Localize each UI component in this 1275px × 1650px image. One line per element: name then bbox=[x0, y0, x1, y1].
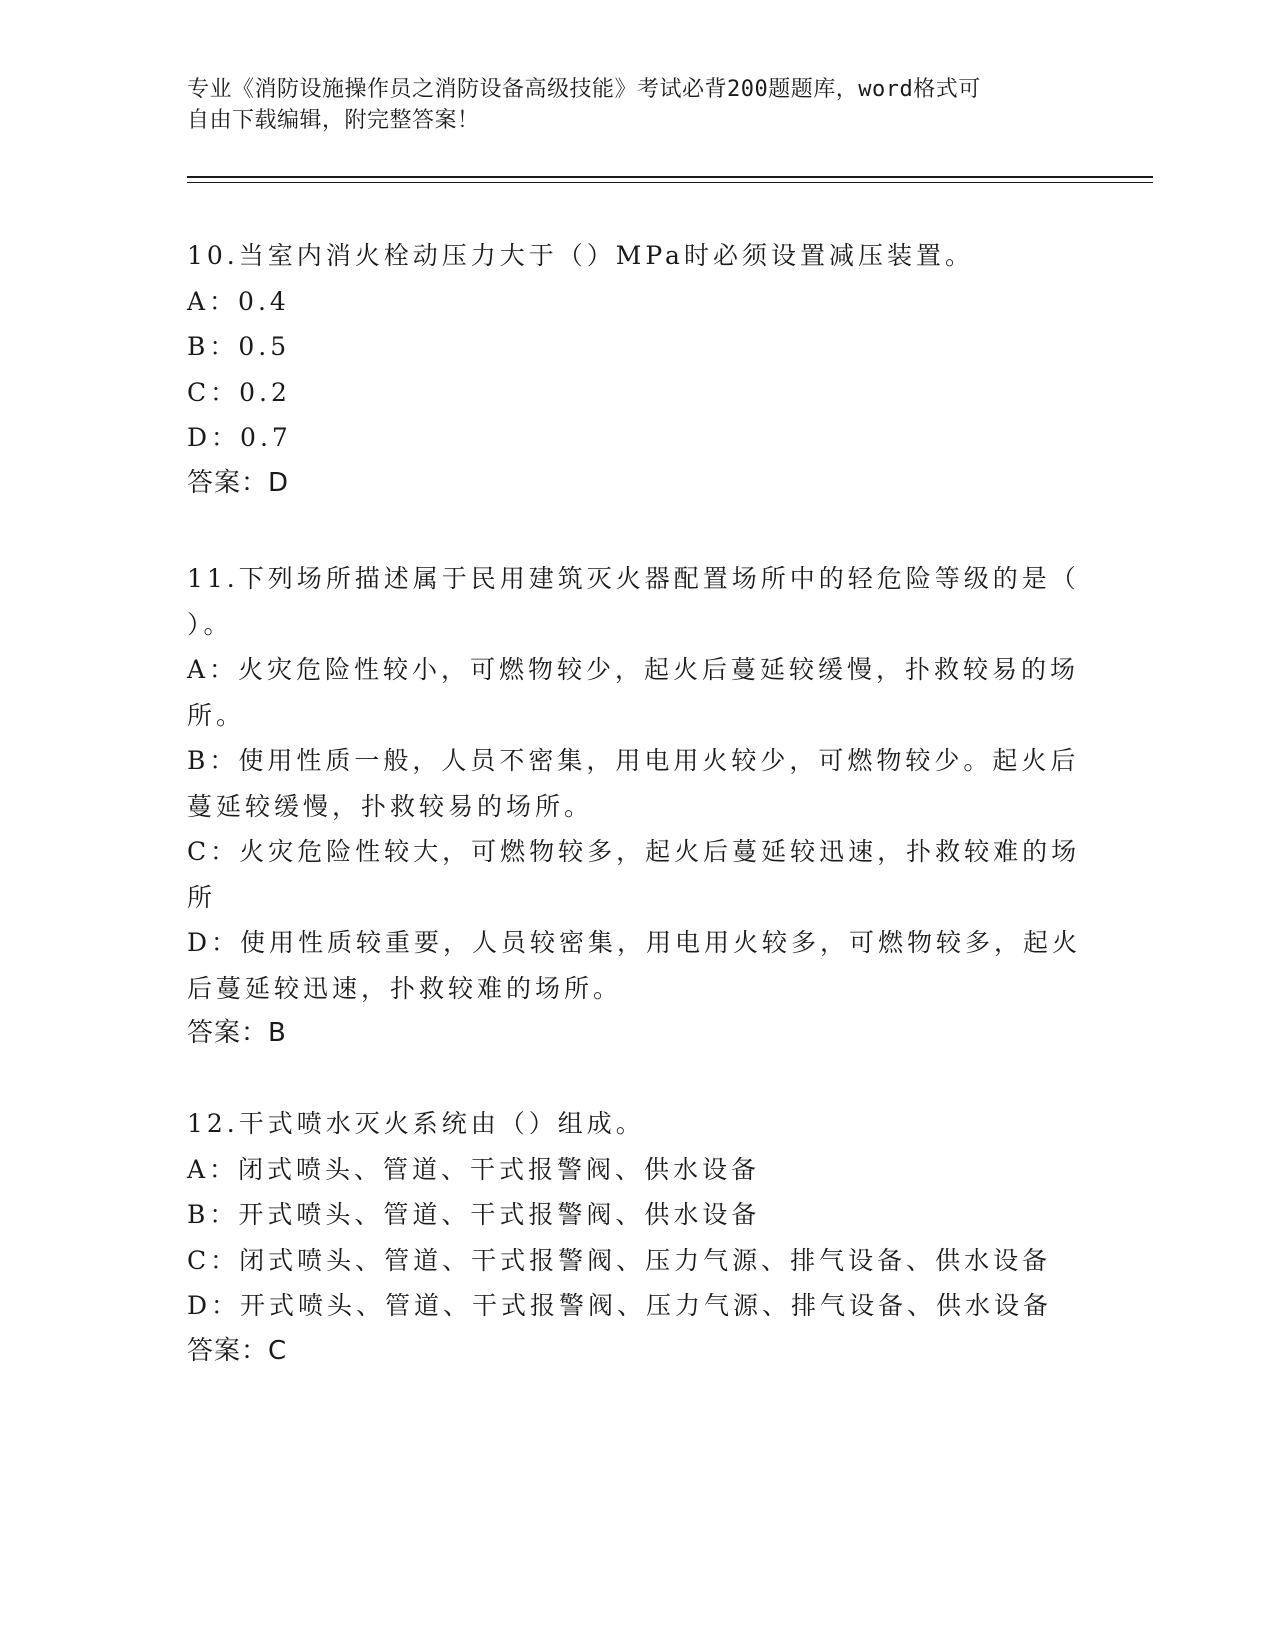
question-12 bbox=[187, 1101, 1087, 1374]
answer-line: 答案：B bbox=[187, 1018, 287, 1048]
option-c: C：0.2 bbox=[187, 377, 291, 407]
option-b-continued: 蔓延较缓慢，扑救较易的场所。 bbox=[187, 791, 594, 821]
header-divider-thick bbox=[187, 176, 1153, 178]
option-a: A：火灾危险性较小，可燃物较少，起火后蔓延较缓慢，扑救较易的场 bbox=[187, 655, 1080, 684]
option-c: C：闭式喷头、管道、干式报警阀、压力气源、排气设备、供水设备 bbox=[187, 1245, 1052, 1275]
question-10 bbox=[187, 233, 1087, 506]
header-divider-thin bbox=[187, 182, 1153, 183]
option-d: D：开式喷头、管道、干式报警阀、压力气源、排气设备、供水设备 bbox=[187, 1291, 1053, 1320]
option-a-continued: 所。 bbox=[187, 700, 246, 730]
answer-line: 答案：D bbox=[187, 467, 290, 498]
header-line-2: 自由下载编辑，附完整答案！ bbox=[187, 108, 480, 133]
question-stem: 10.当室内消火栓动压力大于（）MPa时必须设置减压装置。 bbox=[187, 241, 974, 270]
option-b: B：开式喷头、管道、干式报警阀、供水设备 bbox=[187, 1200, 761, 1229]
option-c: C：火灾危险性较大，可燃物较多，起火后蔓延较迅速，扑救较难的场 bbox=[187, 837, 1081, 866]
option-d: D：0.7 bbox=[187, 423, 292, 452]
document-header bbox=[187, 74, 1067, 136]
question-11 bbox=[187, 556, 1087, 1057]
option-a: A：闭式喷头、管道、干式报警阀、供水设备 bbox=[187, 1154, 761, 1184]
question-stem: 11.下列场所描述属于民用建筑灭火器配置场所中的轻危险等级的是（ bbox=[187, 564, 1080, 593]
option-d-continued: 后蔓延较迅速，扑救较难的场所。 bbox=[187, 973, 623, 1003]
option-a: A：0.4 bbox=[187, 286, 290, 316]
option-d: D：使用性质较重要，人员较密集，用电用火较多，可燃物较多，起火 bbox=[187, 928, 1082, 957]
question-stem: 12.干式喷水灭火系统由（）组成。 bbox=[187, 1109, 645, 1138]
question-stem-continued: ）。 bbox=[187, 609, 233, 639]
header-line-1: 专业《消防设施操作员之消防设备高级技能》考试必背200题题库，word格式可 bbox=[187, 77, 981, 102]
option-b: B：0.5 bbox=[187, 332, 291, 361]
answer-line: 答案：C bbox=[187, 1335, 288, 1366]
option-c-continued: 所 bbox=[187, 882, 217, 912]
option-b: B：使用性质一般，人员不密集，用电用火较少，可燃物较少。起火后 bbox=[187, 746, 1080, 775]
